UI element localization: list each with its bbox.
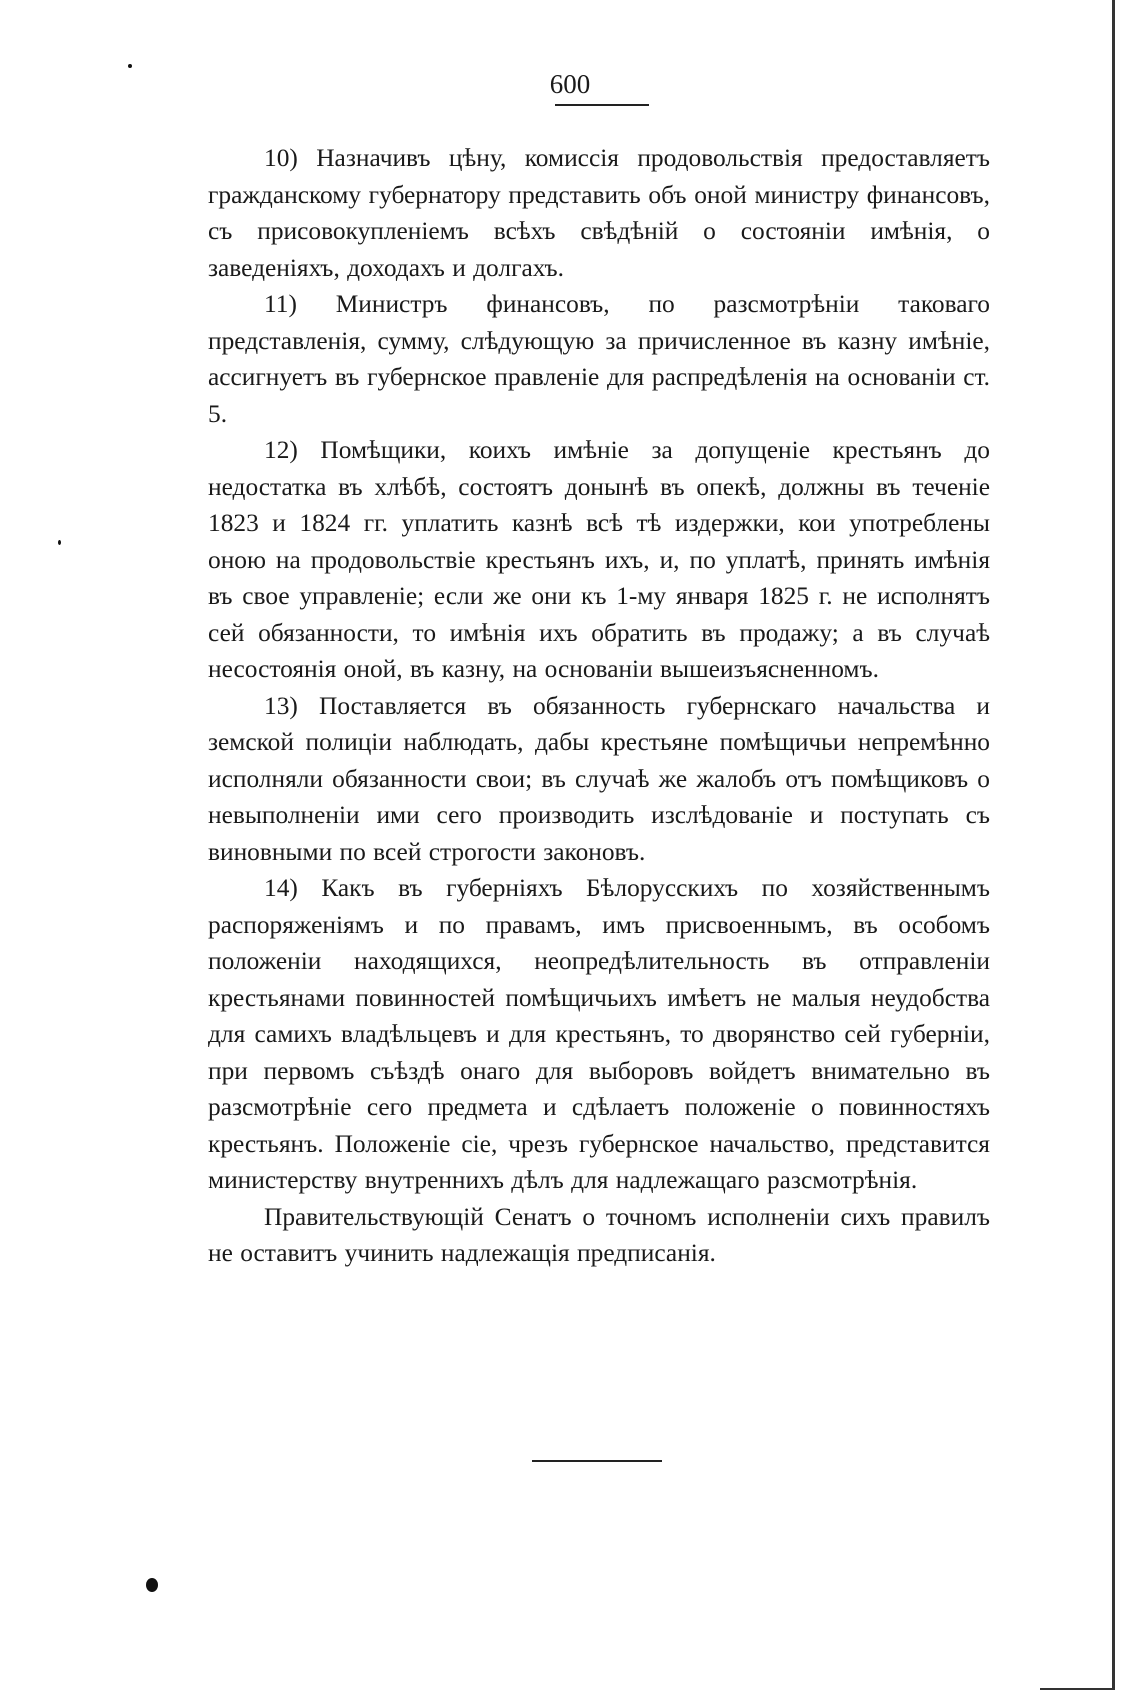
paragraph-13: 13) Поставляется въ обязанность губернскаго начальства и земской полиціи наблюдать, дабы крестьяне помѣщичьи непремѣнно исполняли обязанности свои; въ случаѣ же жалобъ отъ помѣщиковъ о невыполненіи ими сего производить изслѣдованіе и поступать съ виновными по всей строгости законовъ. [208,691,990,866]
paragraph-11: 11) Министръ финансовъ, по разсмотрѣніи таковаго представленія, сумму, слѣдующую за причисленное въ казну имѣніе, ассигнуетъ въ губернское правленіе для распредѣленія на основаніи ст. 5. [208,290,990,428]
paragraph-14: 14) Какъ въ губерніяхъ Бѣлорусскихъ по хозяйственнымъ распоряженіямъ и по правамъ, имъ присвоеннымъ, въ особомъ положеніи находящихся, неопредѣлительность въ отправленіи крестьянами повинностей помѣщичьихъ имѣетъ не малыя неудобства для самихъ владѣльцевъ и для крестьянъ, то дворянство сей губерніи, при первомъ съѣздѣ онаго для выборовъ войдетъ внимательно въ разсмотрѣніе сего предмета и сдѣлаетъ положеніе о повинностяхъ крестьянъ. Положеніе сіе, чрезъ губернское начальство, представится министерству внутреннихъ дѣлъ для надлежащаго разсмотрѣнія. [208,874,990,1194]
page-number: 600 [549,69,591,99]
paragraph-12: 12) Помѣщики, коихъ имѣніе за допущеніе крестьянъ до недостатка въ хлѣбѣ, состоятъ донынѣ въ опекѣ, должны въ теченіе 1823 и 1824 гг. уплатить казнѣ всѣ тѣ издержки, кои употреблены оною на продовольствіе крестьянъ ихъ, и, по уплатѣ, принять имѣнія въ свое управленіе; если же они къ 1-му января 1825 г. не исполнятъ сей обязанности, то имѣнія ихъ обратить въ продажу; а въ случаѣ несостоянія оной, въ казну, на основаніи вышеизъясненномъ. [208,436,990,683]
ink-speck-bottom [146,1578,158,1592]
end-rule [532,1460,662,1462]
paragraph-10: 10) Назначивъ цѣну, комиссія продовольствія предоставляетъ гражданскому губернатору представить объ оной министру финансовъ, съ присовокупленіемъ всѣхъ свѣдѣній о состояніи имѣнія, о заведеніяхъ, доходахъ и долгахъ. [208,144,990,282]
page-frame-right-edge [1112,0,1115,1690]
ink-speck-left [58,540,61,545]
page-number-underline [555,104,649,106]
paragraph-closing: Правительствующій Сенатъ о точномъ исполненіи сихъ правилъ не оставитъ учинить надлежащія предписанія. [208,1202,990,1267]
ink-speck-top [128,64,132,68]
page-frame-bottom-edge [1040,1688,1115,1690]
text-block [208,140,990,1272]
